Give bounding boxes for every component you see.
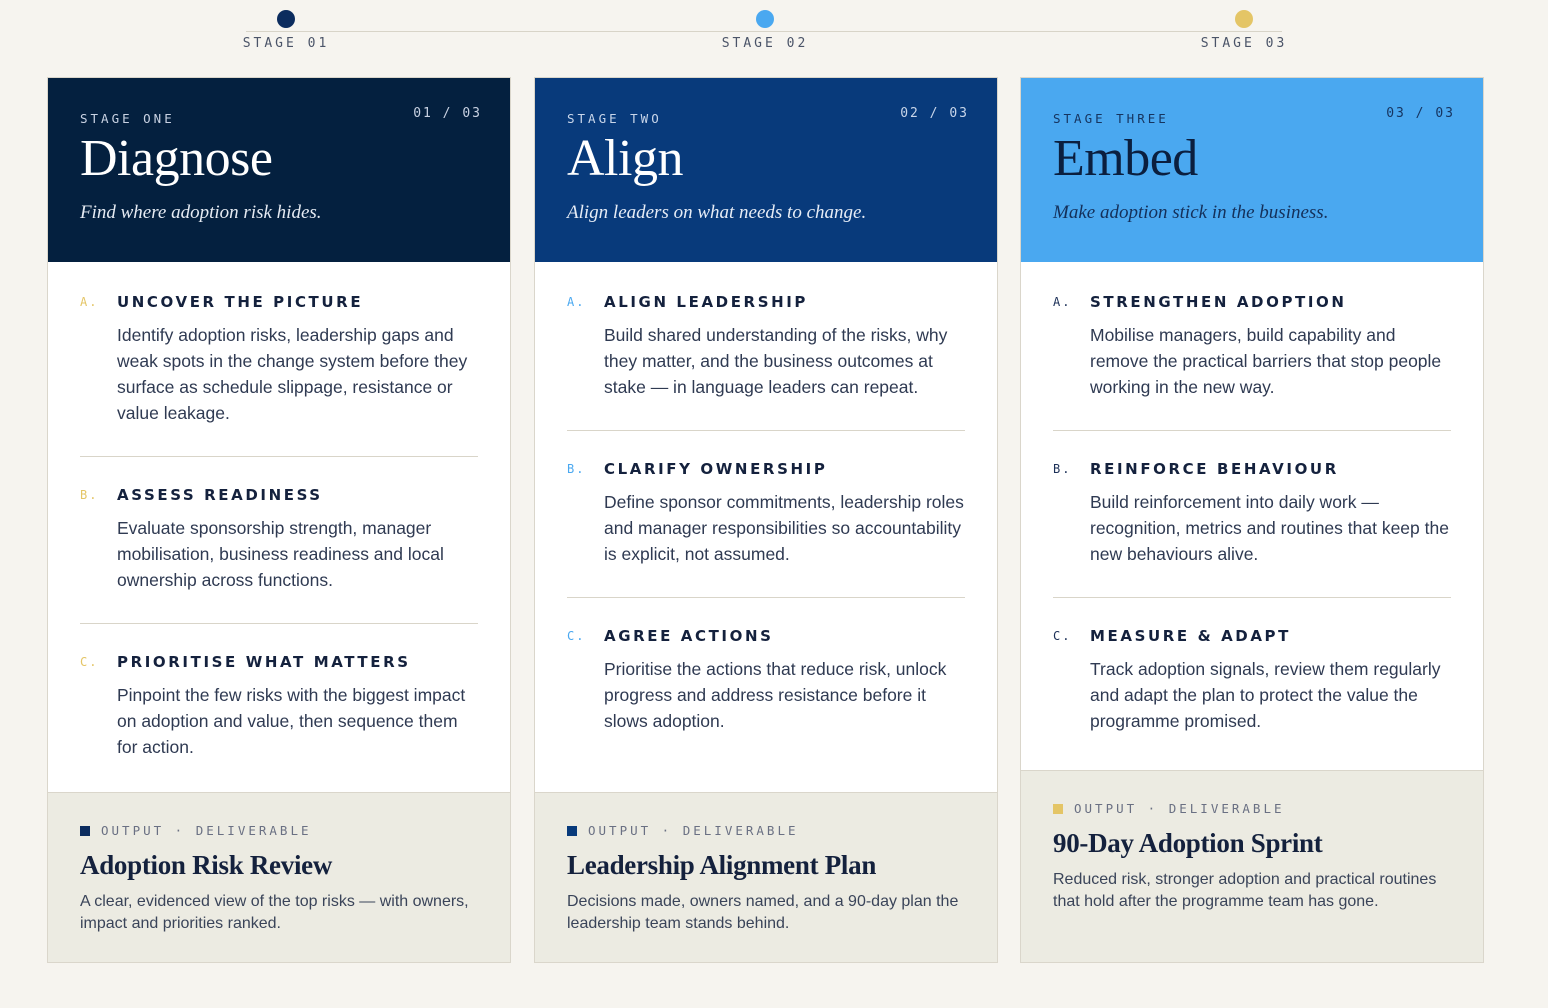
square-bullet-icon [1053, 804, 1063, 814]
card-steps [48, 262, 510, 790]
step-item [80, 292, 478, 456]
stage-eyebrow: STAGE TWO [567, 111, 662, 126]
output-deliverable [1021, 770, 1483, 962]
step-item [567, 430, 965, 597]
timeline-stage-label: STAGE 03 [1200, 36, 1288, 51]
step-text: Mobilise managers, build capability and remove the practical barriers that stop people working in the new way. [1090, 325, 1442, 397]
stage-eyebrow: STAGE ONE [80, 111, 175, 126]
stage-1-dot-icon [277, 10, 295, 28]
step-item [1053, 597, 1451, 764]
card-steps [535, 262, 997, 764]
step-item [567, 597, 965, 764]
card-steps [1021, 262, 1483, 764]
step-title: STRENGTHEN ADOPTION [1090, 293, 1347, 311]
stage-card-embed [1020, 77, 1484, 963]
output-deliverable [48, 792, 510, 962]
output-label [80, 823, 478, 838]
output-title: 90-Day Adoption Sprint [1053, 828, 1323, 858]
step-text: Build reinforcement into daily work — recognition, metrics and routines that keep the new behaviours alive. [1090, 492, 1449, 564]
step-letter: C. [567, 629, 586, 643]
stage-tagline: Make adoption stick in the business. [1053, 202, 1329, 223]
step-text: Pinpoint the few risks with the biggest impact on adoption and value, then sequence them for action. [117, 685, 466, 757]
step-title: REINFORCE BEHAVIOUR [1090, 460, 1339, 478]
step-item [1053, 292, 1451, 430]
step-letter: B. [567, 462, 586, 476]
stage-title: Align [567, 130, 683, 187]
card-header [535, 78, 997, 262]
output-label [1053, 801, 1451, 816]
step-title: UNCOVER THE PICTURE [117, 293, 364, 311]
step-letter: B. [1053, 462, 1072, 476]
stage-card-align [534, 77, 998, 963]
timeline-stage-3[interactable] [1184, 10, 1304, 51]
stage-card-diagnose [47, 77, 511, 963]
stage-eyebrow: STAGE THREE [1053, 111, 1169, 126]
output-deliverable [535, 792, 997, 962]
output-label-text: OUTPUT · DELIVERABLE [1074, 801, 1285, 816]
step-text: Track adoption signals, review them regularly and adapt the plan to protect the value the programme promised. [1090, 659, 1441, 731]
output-label-text: OUTPUT · DELIVERABLE [101, 823, 312, 838]
output-text: A clear, evidenced view of the top risks — with owners, impact and priorities ranked. [80, 893, 469, 932]
step-item [1053, 430, 1451, 597]
step-letter: C. [80, 655, 99, 669]
step-item [567, 292, 965, 430]
output-title: Leadership Alignment Plan [567, 850, 877, 880]
step-text: Evaluate sponsorship strength, manager mobilisation, business readiness and local ownership across functions. [117, 518, 444, 590]
output-label-text: OUTPUT · DELIVERABLE [588, 823, 799, 838]
stage-counter: 01 / 03 [413, 106, 482, 121]
stage-counter: 03 / 03 [1386, 106, 1455, 121]
stage-tagline: Align leaders on what needs to change. [567, 202, 867, 223]
output-title: Adoption Risk Review [80, 850, 333, 880]
stage-counter: 02 / 03 [900, 106, 969, 121]
step-letter: C. [1053, 629, 1072, 643]
stage-title: Diagnose [80, 130, 273, 187]
step-letter: A. [567, 295, 586, 309]
timeline-stage-label: STAGE 02 [721, 36, 809, 51]
output-label [567, 823, 965, 838]
step-letter: A. [80, 295, 99, 309]
step-title: MEASURE & ADAPT [1090, 627, 1291, 645]
step-title: CLARIFY OWNERSHIP [604, 460, 828, 478]
step-letter: B. [80, 488, 99, 502]
step-title: PRIORITISE WHAT MATTERS [117, 653, 411, 671]
timeline-stage-1[interactable] [226, 10, 346, 51]
output-text: Decisions made, owners named, and a 90-day plan the leadership team stands behind. [567, 893, 959, 932]
step-title: ASSESS READINESS [117, 486, 323, 504]
step-letter: A. [1053, 295, 1072, 309]
step-text: Define sponsor commitments, leadership roles and manager responsibilities so accountability is explicit, not assumed. [604, 492, 964, 564]
card-header [1021, 78, 1483, 262]
square-bullet-icon [80, 826, 90, 836]
step-text: Build shared understanding of the risks, why they matter, and the business outcomes at stake — in language leaders can repeat. [604, 325, 948, 397]
output-text: Reduced risk, stronger adoption and practical routines that hold after the programme team has gone. [1053, 871, 1437, 910]
stage-title: Embed [1053, 130, 1198, 187]
timeline-stage-label: STAGE 01 [242, 36, 330, 51]
stage-2-dot-icon [756, 10, 774, 28]
step-text: Prioritise the actions that reduce risk, unlock progress and address resistance before it slows adoption. [604, 659, 947, 731]
stage-timeline [0, 0, 1548, 70]
step-item [80, 456, 478, 623]
square-bullet-icon [567, 826, 577, 836]
timeline-stage-2[interactable] [705, 10, 825, 51]
stage-tagline: Find where adoption risk hides. [80, 202, 322, 223]
step-title: ALIGN LEADERSHIP [604, 293, 809, 311]
card-header [48, 78, 510, 262]
step-text: Identify adoption risks, leadership gaps and weak spots in the change system before they surface as schedule slippage, resistance or value leakage. [117, 325, 468, 423]
stage-3-dot-icon [1235, 10, 1253, 28]
step-item [80, 623, 478, 790]
step-title: AGREE ACTIONS [604, 627, 774, 645]
